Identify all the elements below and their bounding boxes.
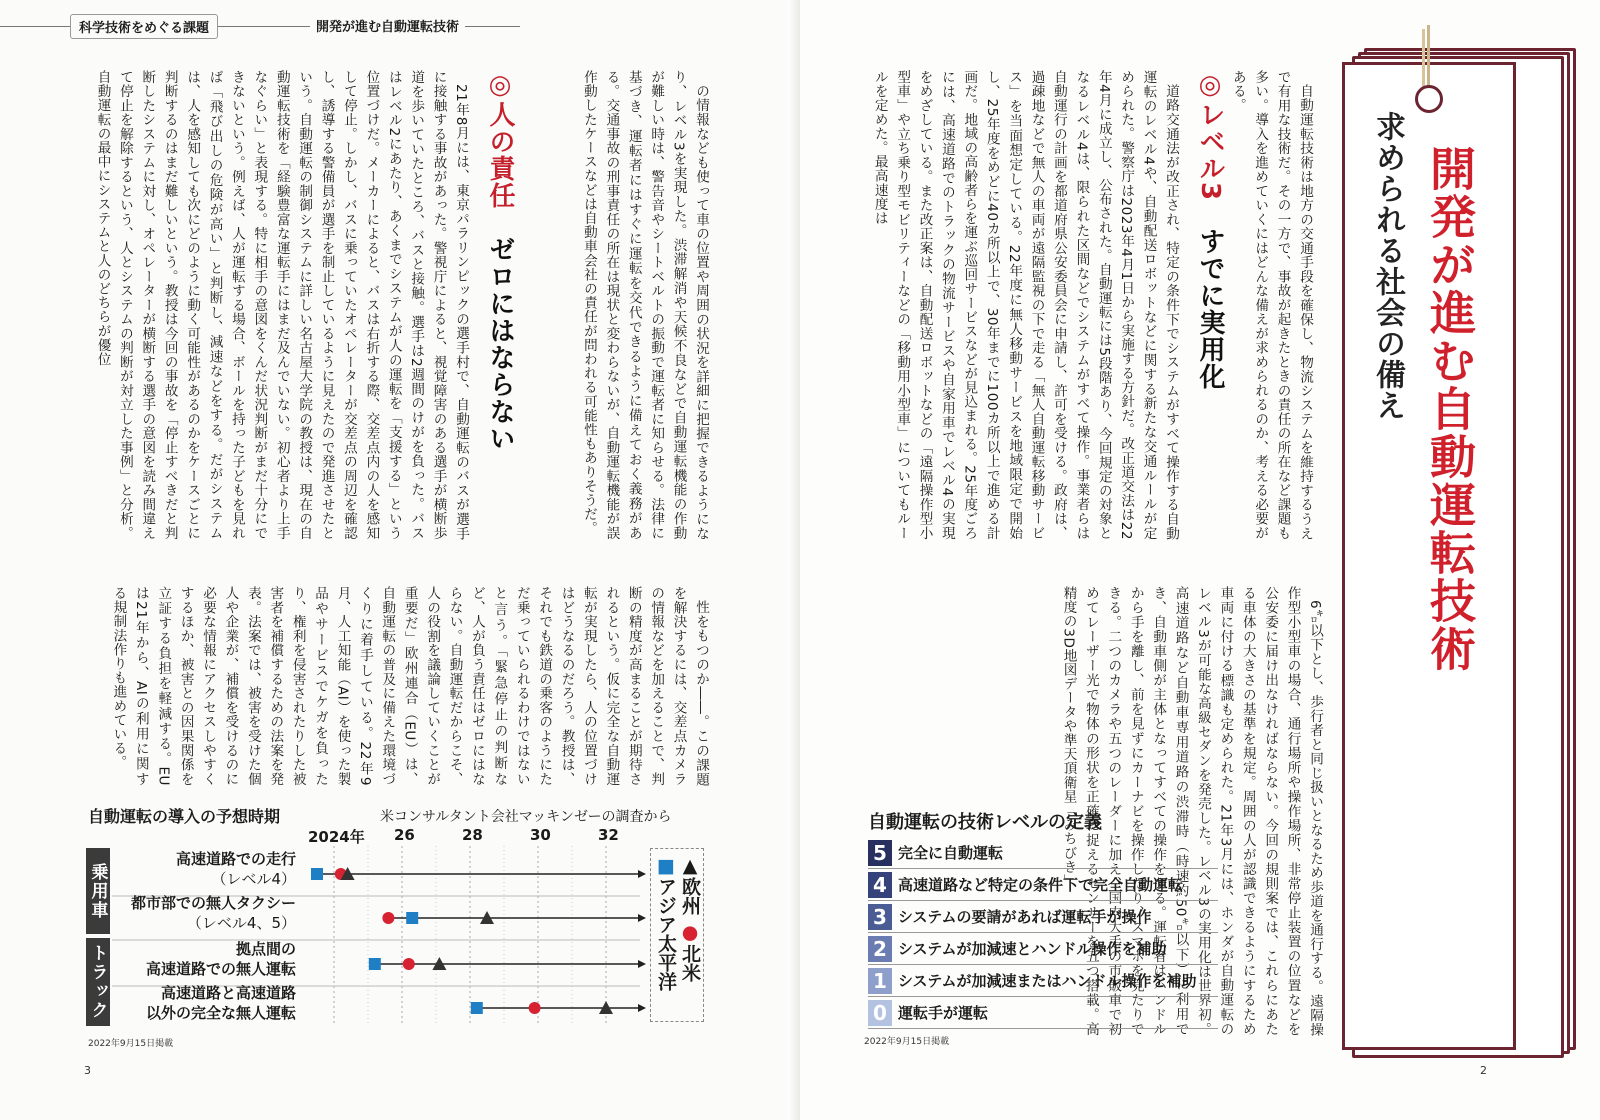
level-number: 4 [868, 872, 892, 898]
level-description: システムの要請があれば運転手が操作 [898, 908, 1152, 926]
section2-body-pre [540, 70, 712, 540]
marker-europe [599, 1001, 613, 1014]
heading-tail: ゼロにはならない [485, 236, 515, 452]
row-label: 高速道路での走行 [175, 850, 296, 868]
level-divider [868, 868, 1218, 869]
legend-na-name: 北米 [679, 943, 701, 982]
level-number: 1 [868, 968, 892, 994]
level-description: システムが加減速またはハンドル操作を補助 [898, 972, 1197, 990]
levels-title: 自動運転の技術レベルの定義 [868, 812, 1102, 833]
level-number: 5 [868, 840, 892, 866]
tag-front [1342, 62, 1516, 1050]
level-number: 2 [868, 936, 892, 962]
row-arrow-head [638, 870, 646, 878]
section2-body-bottom [80, 586, 712, 786]
level-row [868, 904, 1218, 930]
level-divider [868, 900, 1218, 901]
x-tick-label: 26 [394, 826, 415, 844]
marker-asia [406, 912, 418, 924]
marker-north-america [382, 912, 394, 924]
marker-europe [432, 957, 446, 970]
header-subtitle: 開発が進む自動運転技術 [310, 14, 465, 37]
page-number-left: 3 [84, 1064, 91, 1077]
legend-asia [653, 855, 680, 991]
row-label: 都市部での無人タクシー [130, 894, 296, 912]
level-divider [868, 964, 1218, 965]
body-paragraph: の情報なども使って車の位置や周囲の状況を詳細に把握できるようになり、レベル3を実現した。渋滞解消や天候不良などで自動運転機能の作動が難しい時は、警告音やシートベルトの振動で運転者に知らせる。法律に基づき、運転者にはすぐに運転を交代できるように備えておく義務がある。交通事故の刑事責任の所在は現状と変わらないが、自動運転機能が誤作動したケースなどは自動車会社の責任が問われる可能性もありそうだ。 [580, 70, 709, 540]
level-divider [868, 932, 1218, 933]
level-number: 3 [868, 904, 892, 930]
section1-body-top [866, 70, 1182, 540]
marker-asia [471, 1002, 483, 1014]
legend-eu-symbol: ▲ [679, 855, 701, 877]
row-label: 拠点間の [235, 940, 296, 958]
level-row [868, 1000, 1218, 1026]
level-divider [868, 996, 1218, 997]
legend-asia-symbol: ■ [655, 855, 677, 877]
level-description: 完全に自動運転 [898, 844, 1004, 862]
timeline-caption: 2022年9月15日掲載 [88, 1039, 174, 1049]
marker-asia [369, 958, 381, 970]
row-sublabel: 以外の完全な無人運転 [145, 1004, 296, 1022]
legend-eu-name: 欧州 [679, 877, 701, 915]
section2-body-top [80, 70, 472, 540]
page-title: 開発が進む自動運転技術 [1423, 145, 1477, 673]
section2-heading [482, 70, 519, 530]
level-divider [868, 1028, 1218, 1029]
level-row [868, 840, 1218, 866]
marker-north-america [403, 958, 415, 970]
heading-mark: ◎ [485, 70, 515, 101]
legend-na-symbol: ● [679, 921, 701, 944]
heading-mark: ◎ [1195, 70, 1225, 101]
body-paragraph: 性をもつのか――。この課題を解決するには、交差点カメラの情報などを加えることで、判断の精度が高まることが期待されるという。仮に完全な自動運転が実現したら、人の位置づけはどうなるのだろう。教授は、それでも鉄道の乗客のようにただ乗っていられるわけではないと言う。「緊急停止の判断など、人が負う責任はゼロにはならない。自動運転だからこそ、人の役割を議論していくことが重要だ」欧州連合（EU）は、自動運転の普及に備えた環境づくりに着手している。22年9月、人工知能（AI）を使った製品やサービスでケガを負ったり、権利を侵害されたりした被害者を補償するための法案を発表。法案では、被害を受けた個人や企業が、補償を受けるのに必要な情報にアクセスしやすくするほか、被害との因果関係を立証する負担を軽減する。EUは21年から、AIの利用に関する規制法作りも進めている。 [110, 586, 709, 786]
body-paragraph: 6㌔以下とし、歩行者と同じ扱いとなるため歩道を通行する。遠隔操作型小型車の場合、通行場所や操作場所、非常停止装置の位置などを公安委に届け出なければならない。今回の規則案では、これらにあたる車体の大きさの基準を規定。周囲の人が認識できるようにするため車両に付ける標識も定められた。21年3月には、ホンダが自動運転のレベル3が可能な高級セダンを発売した。レベル3の実用化は世界初。高速道路など自動車専用道路の渋滞時（時速約50㌔以下）に利用でき、自動車側が主体となってすべての操作をする。運転者はハンドルから手を離し、前を見ずにカーナビを操作したり、スマホを見たりできる。二つのカメラや五つのレーダーに加え、国内大手の市販車で初めてレーザー光で物体の形状を正確に捉えるセンサーを五つ搭載。高精度の3D地図データや準天頂衛星「みちびき」 [1060, 586, 1323, 1036]
timeline-legend [650, 848, 704, 1022]
body-paragraph: 21年8月には、東京パラリンピックの選手村で、自動運転のバスが選手に接触する事故があった。警視庁によると、視覚障害のある選手が横断歩道を歩いていたところ、バスと接触。選手は2週間のけがを負った。バスはレベル2にあたり、あくまでシステムが人の運転を「支援する」という位置づけだ。メーカーによると、バスは右折する際、交差点内の人を感知して停止。しかし、バスに乗っていたオペレーターが交差点の周辺を確認し、誘導する警備員が選手を制止しているように見えたので発進させたという。自動運転の制御システムに詳しい名古屋大学院の教授は、現在の自動運転技術を「経験豊富な運転手にはまだ及んでいない。初心者より上手なぐらい」と表現する。特に相手の意図をくんだ状況判断がまだ十分にできないという。例えば、人が運転する場合、ボールを持った子どもを見れば「飛び出しの危険が高い」と判断し、減速などをする。だがシステムは、人を感知しても次にどのように動く可能性があるのかをケースごとに判断するのはまだ難しいという。教授は今回の事故を「停止すべきだと判断したシステムに対し、オペレーターが横断する選手の意図を読み間違えて停止を解除するという、人とシステムの判断が対立した事例」と分析。自動運転の最中にシステムと人のどちらが優位 [94, 70, 469, 540]
marker-europe [480, 911, 494, 924]
page-subtitle: 求められる社会の備え [1370, 111, 1405, 421]
tag-hole [1415, 85, 1443, 113]
heading-main: 人の責任 [485, 101, 515, 209]
lead-paragraph: 自動運転技術は地方の交通手段を確保し、物流システムを維持するうえで有用な技術だ。その一方で、事故が起きたときの責任の所在など課題も多い。導入を進めていくにはどんな備えが求められるのか、考える必要がある。 [1229, 70, 1313, 540]
legend-eu-na [677, 855, 704, 982]
marker-north-america [529, 1002, 541, 1014]
level-description: 高速道路など特定の条件下で完全自動運転 [898, 876, 1184, 894]
level-number: 0 [868, 1000, 892, 1026]
level-row [868, 936, 1218, 962]
x-tick-label: 30 [530, 826, 551, 844]
page-number-right: 2 [1480, 1064, 1487, 1077]
row-sublabel: （レベル4、5） [186, 914, 296, 932]
timeline-title: 自動運転の導入の予想時期 [88, 807, 281, 826]
row-sublabel: 高速道路での無人運転 [145, 960, 296, 978]
x-tick-label: 32 [598, 826, 619, 844]
x-tick-label: 2024年 [308, 828, 365, 846]
title-tag [1364, 48, 1570, 1058]
group-label-truck: トラック [86, 938, 110, 1026]
row-arrow-head [638, 914, 646, 922]
marker-north-america [335, 868, 347, 880]
row-sublabel: （レベル4） [211, 870, 296, 888]
level-row [868, 968, 1218, 994]
heading-tail: すでに実用化 [1195, 228, 1225, 391]
timeline-source: 米コンサルタント会社マッキンゼーの調査から [380, 809, 672, 825]
section1-heading [1192, 70, 1229, 490]
header-section: 科学技術をめぐる課題 [70, 14, 218, 39]
marker-europe [341, 867, 355, 880]
marker-asia [311, 868, 323, 880]
x-tick-label: 28 [462, 826, 483, 844]
level-row [868, 872, 1218, 898]
level-description: 運転手が運転 [898, 1004, 989, 1022]
lead-text [1229, 70, 1316, 540]
legend-asia-name: アジア太平洋 [655, 877, 677, 991]
group-label-car: 乗用車 [86, 848, 110, 934]
row-label: 高速道路と高速道路 [160, 984, 296, 1002]
level-description: システムが加減速とハンドル操作を補助 [898, 940, 1167, 958]
row-arrow-head [638, 960, 646, 968]
tag-string [1422, 29, 1425, 91]
heading-main: レベル3 [1195, 101, 1225, 202]
levels-caption: 2022年9月15日掲載 [864, 1037, 950, 1047]
body-paragraph: 道路交通法が改正され、特定の条件下でシステムがすべて操作する自動運転のレベル4や、自動配送ロボットなどに関する新たな交通ルールが定められた。警察庁は2023年4月1日から実施する方針だ。改正道交法は22年4月に成立し、公布された。自動運転には5段階あり、今回規定の対象となるレベル4は、限られた区間などでシステムがすべて操作。事業者らは自動運行の計画を都道府県公安委員会に申請し、許可を受ける。政府は、過疎地などで無人の車両が遠隔監視の下で走る「無人自動運転移動サービス」を当面想定している。22年度に無人移動サービスを地域限定で開始し、25年度をめどに40カ所以上で、30年までに100カ所以上で進める計画だ。地域の高齢者らを運ぶ巡回サービスなどが見込まれる。25年度ごろには、高速道路でのトラックの物流サービスや自家用車でレベル4の実現をめざしている。また改正案は、自動配送ロボットなどの「遠隔操作型小型車」や立ち乗り型モビリティーなどの「移動用小型車」についてもルールを定めた。最高速度は [871, 70, 1179, 540]
row-arrow-head [638, 1004, 646, 1012]
